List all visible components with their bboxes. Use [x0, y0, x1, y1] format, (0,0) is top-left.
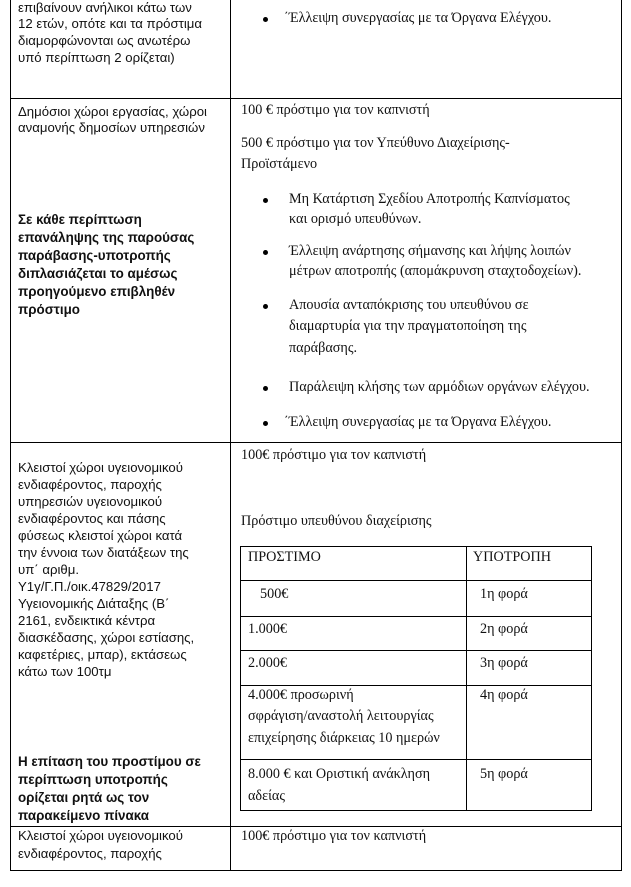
- row1-left-line: 12 ετών, οπότε και τα πρόστιμα: [18, 16, 202, 31]
- fine-amount-cell: 2.000€: [248, 655, 288, 671]
- bullet-icon: [263, 17, 268, 22]
- row3-bold-note-line: παρακείμενο πίνακα: [18, 808, 149, 823]
- subtable-border: [240, 580, 592, 581]
- row3-left-line: Υ1γ/Γ.Π./οικ.47829/2017: [18, 579, 161, 594]
- row1-left-line: υπό περίπτωση 2 ορίζεται): [18, 50, 175, 65]
- table-bottom-border: [10, 870, 622, 871]
- row3-left-line: ενδιαφέροντος και πάσης: [18, 511, 166, 526]
- recidivism-count-cell: 1η φορά: [480, 586, 528, 602]
- row1-left-line: επιβαίνουν ανήλικοι κάτω των: [18, 0, 192, 15]
- row3-left-line: Κλειστοί χώροι υγειονομικού: [18, 460, 183, 475]
- row3-left-line: καφετέριες, μπαρ), εκτάσεως: [18, 647, 187, 662]
- row3-left-line: Υγειονομικής Διάταξης (Β΄: [18, 596, 170, 611]
- recidivism-count-cell: 4η φορά: [480, 687, 528, 703]
- smoker-fine-text: 100 € πρόστιμο για τον καπνιστή: [241, 102, 430, 118]
- row2-bold-note-line: παράβασης-υποτροπής: [18, 248, 171, 263]
- row2-left-line: Δημόσιοι χώροι εργασίας, χώροι: [18, 104, 207, 119]
- manager-fine-text: Πρόστιμο υπευθύνου διαχείρισης: [241, 513, 432, 529]
- smoker-fine-text: 100€ πρόστιμο για τον καπνιστή: [241, 447, 427, 463]
- fine-amount-cell: επιχείρησης διάρκειας 10 ημερών: [248, 730, 440, 746]
- bullet-icon: [263, 386, 268, 391]
- row3-left-line: κάτω των 100τμ: [18, 664, 112, 679]
- manager-fine-text: Προϊστάμενο: [241, 156, 318, 172]
- row3-left-line: φύσεως κλειστοί χώροι κατά: [18, 528, 183, 543]
- column-divider: [230, 0, 231, 871]
- row2-bold-note-line: προηγούμενο επιβληθέν: [18, 284, 176, 299]
- row2-left-line: αναμονής δημοσίων υπηρεσιών: [18, 120, 205, 135]
- row1-left-line: διαμορφώνονται ως ανωτέρω: [18, 33, 191, 48]
- subtable-border: [240, 759, 592, 760]
- row3-bold-note-line: ορίζεται ρητά ως τον: [18, 790, 150, 805]
- row4-left-line: ενδιαφέροντος, παροχής: [18, 846, 162, 861]
- row2-bullet-text: Έλλειψη ανάρτησης σήμανσης και λήψης λοιπών: [289, 243, 571, 259]
- column-header-recidivism: ΥΠΟΤΡΟΠΗ: [473, 549, 552, 565]
- row1-bullet-text: ΄Έλλειψη συνεργασίας με τα Όργανα Ελέγχου.: [284, 10, 552, 26]
- table-left-border: [10, 0, 11, 871]
- fine-amount-cell: 500€: [260, 586, 289, 602]
- subtable-border: [591, 546, 592, 811]
- fine-amount-cell: 4.000€ προσωρινή: [248, 687, 354, 703]
- fine-amount-cell: 8.000 € και Οριστική ανάκληση: [248, 766, 431, 782]
- row3-left-line: ενδιαφέροντος, παροχής: [18, 477, 162, 492]
- subtable-border: [240, 546, 241, 811]
- recidivism-count-cell: 5η φορά: [480, 766, 528, 782]
- table-right-border: [621, 0, 622, 871]
- row2-bullet-text: ΄Έλλειψη συνεργασίας με τα Όργανα Ελέγχου.: [284, 414, 552, 430]
- row-divider: [10, 442, 622, 443]
- bullet-icon: [263, 421, 268, 426]
- row2-bullet-text: Απουσία ανταπόκρισης του υπευθύνου σε: [289, 297, 529, 313]
- row-divider: [10, 98, 622, 99]
- recidivism-count-cell: 3η φορά: [480, 655, 528, 671]
- row3-left-line: υπηρεσιών υγειονομικού: [18, 494, 163, 509]
- smoker-fine-text: 100€ πρόστιμο για τον καπνιστή: [241, 828, 427, 844]
- row3-left-line: διασκέδασης, χώροι εστίασης,: [18, 630, 195, 645]
- row2-bullet-text: μέτρων αποτροπής (απομάκρυνση σταχτοδοχείων).: [289, 263, 582, 279]
- bullet-icon: [263, 198, 268, 203]
- row2-bullet-text: παράβασης.: [289, 340, 357, 356]
- fine-amount-cell: 1.000€: [248, 621, 288, 637]
- row3-bold-note-line: Η επίταση του προστίμου σε: [18, 754, 201, 769]
- subtable-border: [240, 616, 592, 617]
- row3-left-line: την έννοια των διατάξεων της: [18, 545, 189, 560]
- row2-bullet-text: Παράλειψη κλήσης των αρμόδιων οργάνων ελέγχου.: [289, 379, 590, 395]
- row2-bold-note-line: Σε κάθε περίπτωση: [18, 212, 142, 227]
- row3-left-line: υπ΄ αριθμ.: [18, 562, 80, 577]
- row2-bold-note-line: διπλασιάζεται το αμέσως: [18, 266, 178, 281]
- recidivism-fine-table: [240, 546, 592, 811]
- subtable-border: [240, 810, 592, 811]
- column-header-fine: ΠΡΟΣΤΙΜΟ: [248, 549, 321, 565]
- bullet-icon: [263, 250, 268, 255]
- bullet-icon: [263, 304, 268, 309]
- manager-fine-text: 500 € πρόστιμο για τον Υπεύθυνο Διαχείρισης-: [241, 135, 510, 151]
- subtable-border: [466, 546, 467, 811]
- row2-bullet-text: διαμαρτυρία για την πραγματοποίηση της: [289, 318, 527, 334]
- row2-bullet-text: και ορισμό υπευθύνων.: [289, 211, 422, 227]
- recidivism-count-cell: 2η φορά: [480, 621, 528, 637]
- fine-amount-cell: σφράγιση/αναστολή λειτουργίας: [248, 708, 434, 724]
- row2-bold-note-line: επανάληψης της παρούσας: [18, 230, 195, 245]
- row3-bold-note-line: περίπτωση υποτροπής: [18, 772, 168, 787]
- row2-bold-note-line: πρόστιμο: [18, 302, 80, 317]
- subtable-border: [240, 650, 592, 651]
- fine-amount-cell: αδείας: [248, 788, 285, 804]
- row3-left-line: 2161, ενδεικτικά κέντρα: [18, 613, 156, 628]
- row4-left-line: Κλειστοί χώροι υγειονομικού: [18, 828, 183, 843]
- row2-bullet-text: Μη Κατάρτιση Σχεδίου Αποτροπής Καπνίσματος: [289, 191, 570, 207]
